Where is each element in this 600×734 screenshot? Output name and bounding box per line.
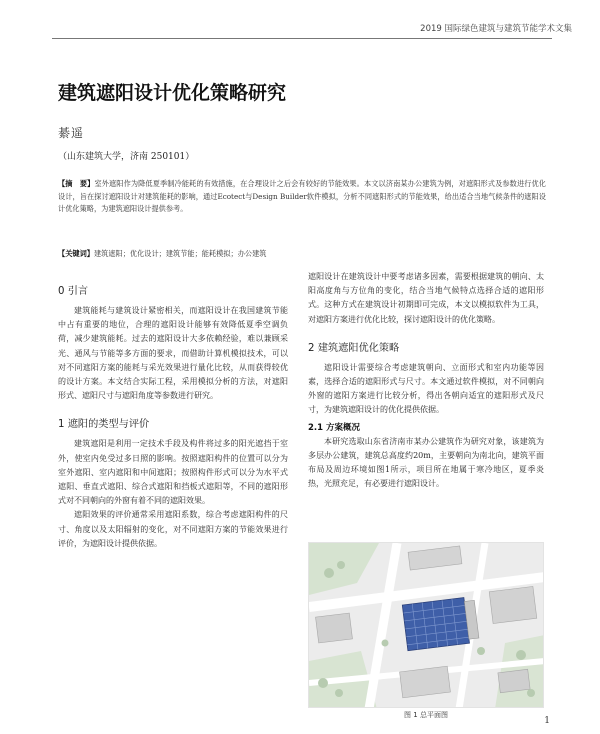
keywords-label: 【关键词】 [58,249,94,258]
author-affiliation: （山东建筑大学，济南 250101） [58,152,195,162]
figure-caption: 图 1 总平面图 [404,711,448,719]
section-heading-types: 1 遮阳的类型与评价 [58,419,150,431]
header-divider [52,38,552,39]
section-heading-intro: 0 引言 [58,286,89,297]
neighbor-building [498,669,530,693]
section-heading-strategy: 2 建筑遮阳优化策略 [308,342,400,354]
site-plan-drawing [309,543,544,708]
main-building [402,596,479,650]
author-name: 綦遥 [58,126,85,140]
paragraph: 建筑能耗与建筑设计紧密相关，而遮阳设计在我国建筑节能中占有重要的地位，合理的遮阳设计能够有效降低夏季空调负荷，减少建筑能耗。过去的遮阳设计大多依赖经验，难以兼顾采光、通风与节能等多方面的要求，而借助计算机模拟技术，可以对不同遮阳方案的能耗与采光效果进行量化比较，从而获得较优的设计方案。本文结合实际工程，采用模拟分析的方法，对遮阳形式、遮阳尺寸与遮阳角度等参数进行研究。 [58,306,288,401]
neighbor-building [489,586,537,623]
keywords [58,248,546,260]
paragraph: 遮阳设计在建筑设计中要考虑诸多因素，需要根据建筑的朝向、太阳高度角与方位角的变化，结合当地气候特点选择合适的遮阳形式。这种方式在建筑设计初期即可完成，本文以模拟软件为工具，对遮阳方案进行优化比较，探讨遮阳设计的优化策略。 [308,272,544,324]
running-header: 2019 国际绿色建筑与建筑节能学术文集 [420,24,572,34]
site-plan-figure [308,542,544,708]
abstract-label: 【摘 要】 [58,179,95,188]
abstract [58,178,546,216]
page-number: 1 [544,716,550,726]
neighbor-building [316,613,353,643]
paragraph: 遮阳设计需要综合考虑建筑朝向、立面形式和室内功能等因素，选择合适的遮阳形式与尺寸。本文通过软件模拟，对不同朝向外窗的遮阳方案进行比较分析，得出各朝向适宜的遮阳形式及尺寸，为建筑遮阳设计的优化提供依据。 [308,362,544,415]
subsection-heading-overview: 2.1 方案概况 [308,422,361,433]
right-column [308,270,544,491]
paragraph: 遮阳效果的评价通常采用遮阳系数，综合考虑遮阳构件的尺寸、角度以及太阳辐射的变化，对不同遮阳方案的节能效果进行评价，为遮阳设计提供依据。 [58,510,288,548]
paragraph: 本研究选取山东省济南市某办公建筑作为研究对象，该建筑为多层办公建筑，建筑总高度约20m，主要朝向为南北向，建筑平面布局及周边环境如图1所示，项目所在地属于寒冷地区，夏季炎热，光照充足，有必要进行遮阳设计。 [308,436,544,489]
keywords-text: 建筑遮阳；优化设计；建筑节能；能耗模拟；办公建筑 [93,249,267,258]
paragraph: 建筑遮阳是利用一定技术手段及构件将过多的阳光遮挡于室外，使室内免受过多日照的影响。按照遮阳构件的位置可以分为室外遮阳、室内遮阳和中间遮阳；按照构件形式可以分为水平式遮阳、垂直式遮阳、综合式遮阳和挡板式遮阳等，不同的遮阳形式对不同朝向的外窗有着不同的遮阳效果。 [58,439,288,506]
paper-title: 建筑遮阳设计优化策略研究 [58,82,287,104]
abstract-text: 室外遮阳作为降低夏季制冷能耗的有效措施，在合理设计之后会有较好的节能效果。本文以济南某办公建筑为例，对遮阳形式及参数进行优化设计，旨在探讨遮阳设计对建筑能耗的影响，通过Ecotect与Design Builder软件模拟，分析不同遮阳形式的节能效果，给出适合当地气候条件的遮阳设计优化策略，为建筑遮阳设计提供参考。 [58,179,546,213]
left-column [58,270,288,551]
neighbor-building [400,666,451,698]
